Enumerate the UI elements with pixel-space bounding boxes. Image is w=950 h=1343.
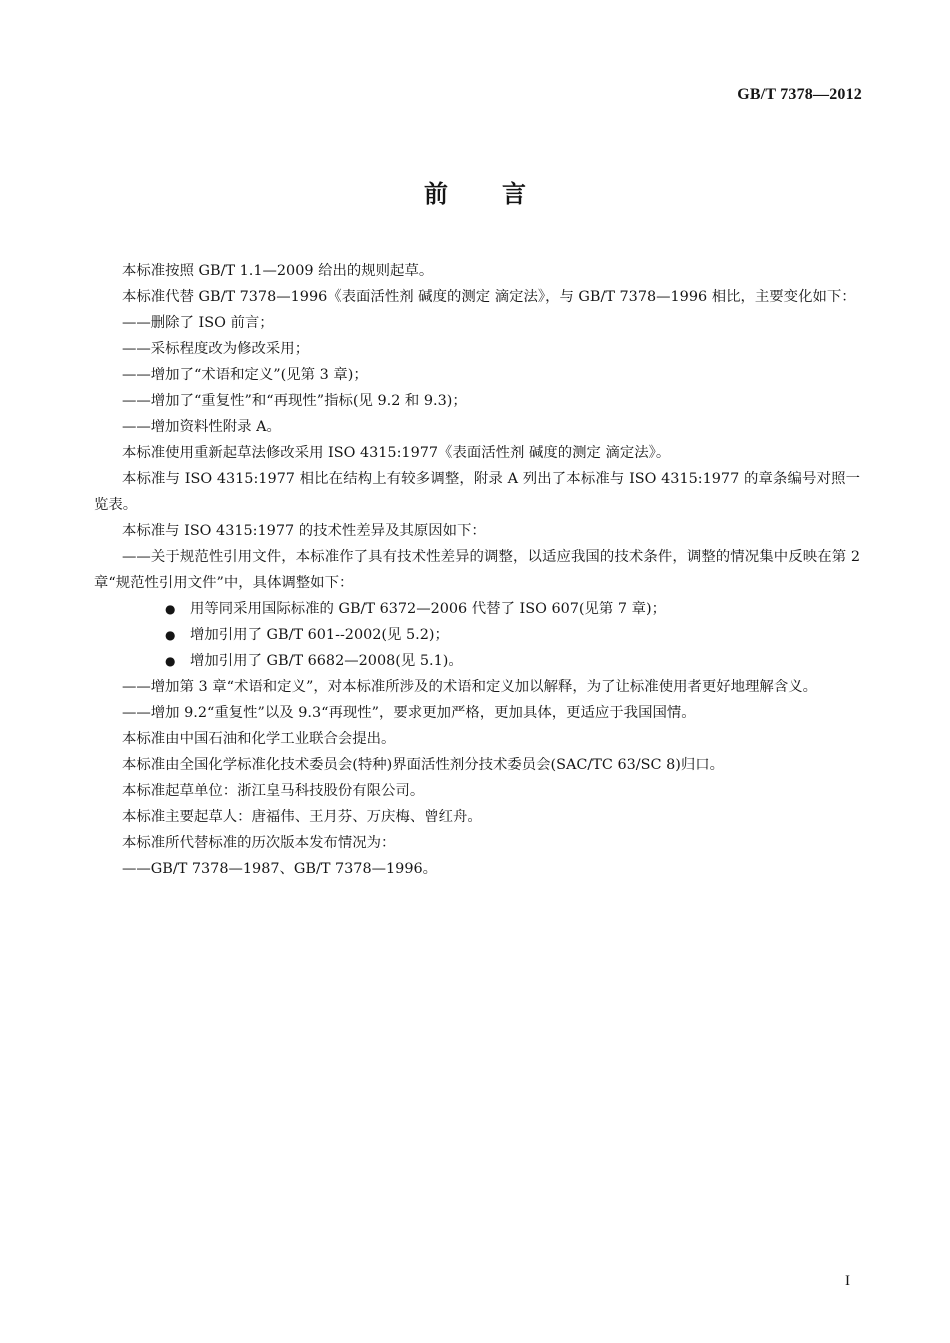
paragraph: 本标准使用重新起草法修改采用 ISO 4315:1977《表面活性剂 碱度的测定 滴定法》。 [122,445,671,461]
paragraph: 本标准由全国化学标准化技术委员会(特种)界面活性剂分技术委员会(SAC/TC 63/SC 8)归口。 [122,757,725,773]
bullet-icon: ● [165,628,176,642]
foreword-body [94,258,860,882]
list-item: ——增加 9.2“重复性”以及 9.3“再现性”，要求更加严格，更加具体，更适应于我国国情。 [122,705,696,721]
standard-code: GB/T 7378—2012 [737,86,862,103]
paragraph: 本标准代替 GB/T 7378—1996《表面活性剂 碱度的测定 滴定法》，与 GB/T 7378—1996 相比，主要变化如下： [122,289,856,305]
list-item: ——GB/T 7378—1987、GB/T 7378—1996。 [122,861,438,877]
bullet-text: 增加引用了 GB/T 6682—2008(见 5.1)。 [190,653,463,669]
paragraph: 本标准与 ISO 4315:1977 相比在结构上有较多调整，附录 A 列出了本标准与 ISO 4315:1977 的章条编号对照一览表。 [94,471,860,513]
bullet-icon: ● [165,602,176,616]
bullet-icon: ● [165,654,176,668]
list-item: ——关于规范性引用文件，本标准作了具有技术性差异的调整，以适应我国的技术条件，调整的情况集中反映在第 2 章“规范性引用文件”中，具体调整如下： [94,549,860,591]
page-title: 前言 [424,180,580,208]
paragraph: 本标准由中国石油和化学工业联合会提出。 [122,731,396,747]
paragraph: 本标准与 ISO 4315:1977 的技术性差异及其原因如下： [122,523,486,539]
paragraph: 本标准按照 GB/T 1.1—2009 给出的规则起草。 [122,263,434,279]
page-number: I [845,1273,850,1289]
list-item: ——删除了 ISO 前言； [122,315,274,331]
bullet-item [94,596,860,622]
list-item: ——增加了“重复性”和“再现性”指标(见 9.2 和 9.3)； [122,393,467,409]
paragraph: 本标准起草单位：浙江皇马科技股份有限公司。 [122,783,425,799]
bullet-text: 用等同采用国际标准的 GB/T 6372—2006 代替了 ISO 607(见第 7 章)； [190,601,667,617]
bullet-item [94,622,860,648]
list-item: ——增加第 3 章“术语和定义”，对本标准所涉及的术语和定义加以解释，为了让标准使用者更好地理解含义。 [122,679,817,695]
list-item: ——增加了“术语和定义”(见第 3 章)； [122,367,368,383]
bullet-text: 增加引用了 GB/T 601--2002(见 5.2)； [190,627,449,643]
list-item: ——采标程度改为修改采用； [122,341,310,357]
paragraph: 本标准主要起草人：唐福伟、王月芬、万庆梅、曾红舟。 [122,809,482,825]
list-item: ——增加资料性附录 A。 [122,419,281,435]
paragraph: 本标准所代替标准的历次版本发布情况为： [122,835,396,851]
bullet-item [94,648,860,674]
